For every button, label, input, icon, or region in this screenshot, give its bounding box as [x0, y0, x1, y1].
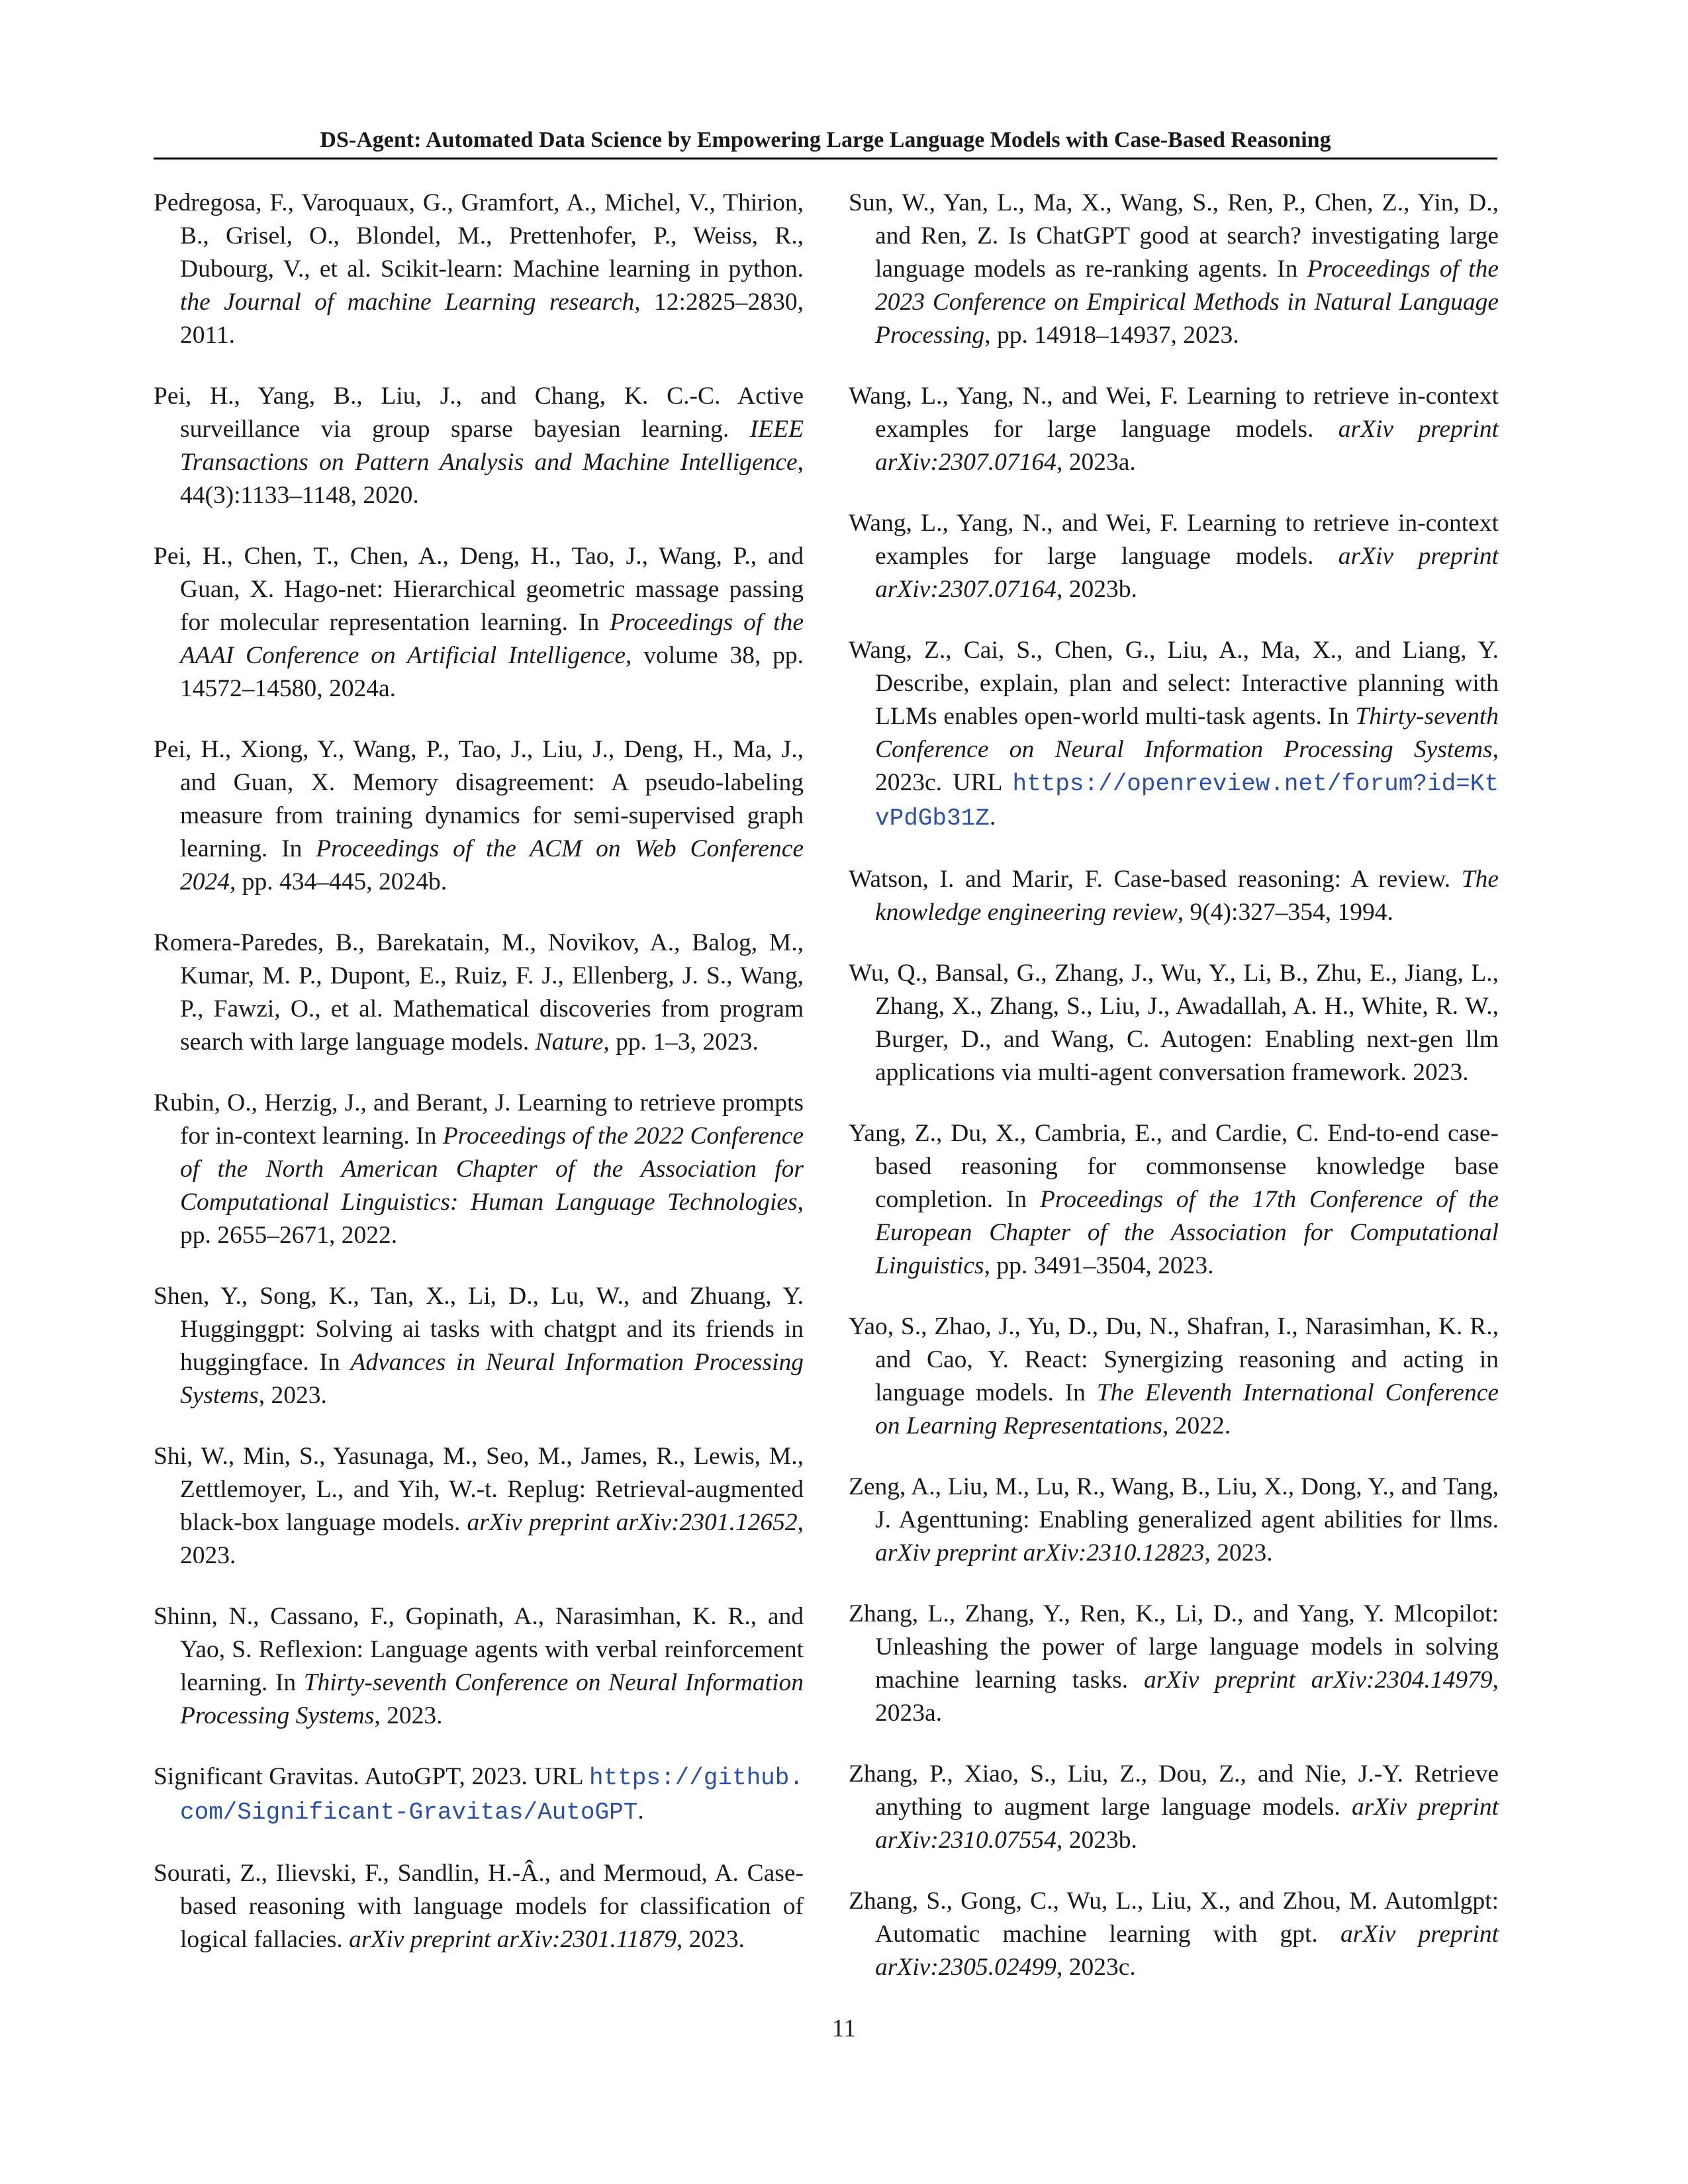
reference-venue: arXiv preprint arXiv:2310.07554 [875, 1794, 1499, 1854]
reference-venue: arXiv preprint arXiv:2307.07164 [875, 416, 1499, 476]
reference-entry [849, 187, 1499, 352]
reference-entry [154, 927, 804, 1059]
reference-text: Shinn, N., Cassano, F., Gopinath, A., Narasimhan, K. R., and Yao, S. Reflexion: Language agents with verbal reinforcement learning. In [154, 1603, 804, 1696]
reference-text: Wang, Z., Cai, S., Chen, G., Liu, A., Ma, X., and Liang, Y. Describe, explain, plan and select: Interactive planning with LLMs enables open-world multi-task agents. In [849, 637, 1499, 730]
reference-text: Shen, Y., Song, K., Tan, X., Li, D., Lu, W., and Zhuang, Y. Hugginggpt: Solving ai tasks with chatgpt and its friends in huggingface. In [154, 1283, 804, 1376]
reference-entry [849, 1310, 1499, 1443]
reference-venue: arXiv preprint arXiv:2310.12823 [875, 1539, 1205, 1567]
reference-venue: arXiv preprint arXiv:2301.11879 [349, 1926, 677, 1953]
reference-details: , pp. 434–445, 2024b. [230, 868, 447, 895]
reference-details: , 2023a. [875, 1666, 1499, 1727]
reference-venue: arXiv preprint arXiv:2304.14979 [1144, 1666, 1493, 1694]
reference-entry [849, 1758, 1499, 1857]
running-header: DS-Agent: Automated Data Science by Empowering Large Language Models with Case-Based Reasoning [320, 128, 1331, 152]
reference-details: , 2022. [1162, 1412, 1231, 1439]
reference-venue: Advances in Neural Information Processing Systems [180, 1349, 804, 1409]
reference-venue: arXiv preprint arXiv:2305.02499 [875, 1921, 1499, 1981]
reference-details: , pp. 2655–2671, 2022. [180, 1189, 804, 1249]
reference-entry [154, 1857, 804, 1956]
header-rule [154, 158, 1497, 159]
reference-entry [154, 540, 804, 705]
reference-entry [154, 1760, 804, 1829]
reference-details: , pp. 3491–3504, 2023. [984, 1252, 1214, 1279]
reference-text: Significant Gravitas. AutoGPT, 2023. URL [154, 1763, 589, 1790]
reference-venue: The Eleventh International Conference on Learning Representations [875, 1379, 1499, 1439]
reference-text: Wang, L., Yang, N., and Wei, F. Learning to retrieve in-context examples for large language models. [849, 510, 1499, 570]
reference-text: Pei, H., Chen, T., Chen, A., Deng, H., Tao, J., Wang, P., and Guan, X. Hago-net: Hierarchical geometric massage passing for molecular representation learning. In [154, 543, 804, 636]
reference-entry [154, 187, 804, 352]
reference-venue: The knowledge engineering review [875, 866, 1499, 926]
reference-details: , volume 38, pp. 14572–14580, 2024a. [180, 642, 804, 702]
reference-entry [154, 1280, 804, 1412]
references-right-column [849, 187, 1499, 2012]
reference-text: Zhang, L., Zhang, Y., Ren, K., Li, D., and Yang, Y. Mlcopilot: Unleashing the power of large language models in solving machine learning tasks. [849, 1600, 1499, 1694]
reference-details: , 44(3):1133–1148, 2020. [180, 449, 804, 509]
reference-details: , 12:2825–2830, 2011. [180, 289, 804, 349]
reference-details: , 2023. [676, 1926, 745, 1953]
reference-end: . [989, 803, 996, 831]
reference-venue: IEEE Transactions on Pattern Analysis and Machine Intelligence [180, 416, 804, 476]
reference-details: , 2023. [258, 1382, 327, 1409]
reference-text: Romera-Paredes, B., Barekatain, M., Novikov, A., Balog, M., Kumar, M. P., Dupont, E., Ruiz, F. J., Ellenberg, J. S., Wang, P., Fawzi, O., et al. Mathematical discoveries from program search with large language models. [154, 929, 804, 1056]
reference-text: Wang, L., Yang, N., and Wei, F. Learning to retrieve in-context examples for large language models. [849, 383, 1499, 443]
reference-venue: Thirty-seventh Conference on Neural Information Processing Systems [180, 1669, 804, 1729]
reference-text: Yang, Z., Du, X., Cambria, E., and Cardie, C. End-to-end case-based reasoning for commonsense knowledge base completion. In [849, 1120, 1499, 1213]
reference-text: Watson, I. and Marir, F. Case-based reasoning: A review. [849, 866, 1462, 893]
reference-venue: Proceedings of the 2022 Conference of the North American Chapter of the Association for Computational Linguistics: Human Language Technologies [180, 1122, 804, 1216]
reference-url-link[interactable]: https://github.com/Significant-Gravitas/AutoGPT [180, 1764, 804, 1826]
reference-text: Pei, H., Xiong, Y., Wang, P., Tao, J., Liu, J., Deng, H., Ma, J., and Guan, X. Memory disagreement: A pseudo-labeling measure from training dynamics for semi-supervised graph learning. In [154, 736, 804, 862]
reference-details: , 2023b. [1056, 576, 1137, 603]
reference-details: , 9(4):327–354, 1994. [1177, 899, 1393, 926]
references-left-column [154, 187, 804, 1984]
reference-details: , 2023. [180, 1509, 804, 1569]
reference-entry [849, 1471, 1499, 1570]
reference-entry [154, 1600, 804, 1733]
reference-entry [154, 380, 804, 512]
reference-url-link[interactable]: https://openreview.net/forum?id=KtvPdGb31Z [875, 770, 1499, 832]
reference-venue: Proceedings of the 17th Conference of the European Chapter of the Association for Computational Linguistics [875, 1186, 1499, 1279]
reference-text: Pedregosa, F., Varoquaux, G., Gramfort, A., Michel, V., Thirion, B., Grisel, O., Blondel, M., Prettenhofer, P., Weiss, R., Dubourg, V., et al. Scikit-learn: Machine learning in python. [154, 189, 804, 283]
reference-text: Shi, W., Min, S., Yasunaga, M., Seo, M., James, R., Lewis, M., Zettlemoyer, L., and Yih, W.-t. Replug: Retrieval-augmented black-box language models. [154, 1443, 804, 1536]
reference-venue: arXiv preprint arXiv:2301.12652 [467, 1509, 798, 1536]
reference-text: Sourati, Z., Ilievski, F., Sandlin, H.-Â., and Mermoud, A. Case-based reasoning with language models for classification of logical fallacies. [154, 1860, 804, 1953]
reference-text: Yao, S., Zhao, J., Yu, D., Du, N., Shafran, I., Narasimhan, K. R., and Cao, Y. React: Synergizing reasoning and acting in language models. In [849, 1313, 1499, 1406]
reference-text: Rubin, O., Herzig, J., and Berant, J. Learning to retrieve prompts for in-context learning. In [154, 1089, 804, 1150]
reference-venue: Thirty-seventh Conference on Neural Information Processing Systems [875, 703, 1499, 763]
reference-details: , pp. 1–3, 2023. [603, 1028, 759, 1056]
reference-venue: Proceedings of the AAAI Conference on Artificial Intelligence [180, 609, 804, 669]
reference-venue: Nature [535, 1028, 604, 1056]
reference-entry [849, 380, 1499, 479]
reference-entry [849, 507, 1499, 606]
reference-entry [849, 863, 1499, 929]
page-number: 11 [831, 2015, 857, 2042]
reference-entry [849, 634, 1499, 835]
reference-text: Zeng, A., Liu, M., Lu, R., Wang, B., Liu, X., Dong, Y., and Tang, J. Agenttuning: Enabling generalized agent abilities for llms. [849, 1473, 1499, 1533]
reference-entry [849, 957, 1499, 1089]
reference-text: Pei, H., Yang, B., Liu, J., and Chang, K. C.-C. Active surveillance via group sparse bayesian learning. [154, 383, 804, 443]
reference-text: Zhang, P., Xiao, S., Liu, Z., Dou, Z., and Nie, J.-Y. Retrieve anything to augment large language models. [849, 1760, 1499, 1821]
reference-entry [849, 1117, 1499, 1283]
reference-entry [154, 733, 804, 899]
reference-details: , 2023b. [1056, 1827, 1137, 1854]
reference-text: Zhang, S., Gong, C., Wu, L., Liu, X., and Zhou, M. Automlgpt: Automatic machine learning with gpt. [849, 1888, 1499, 1948]
reference-details: , 2023c. URL [875, 736, 1499, 796]
reference-venue: Proceedings of the ACM on Web Conference 2024 [180, 835, 804, 895]
reference-entry [849, 1885, 1499, 1984]
reference-text: Wu, Q., Bansal, G., Zhang, J., Wu, Y., Li, B., Zhu, E., Jiang, L., Zhang, X., Zhang, S., Liu, J., Awadallah, A. H., White, R. W., Burger, D., and Wang, C. Autogen: Enabling next-gen llm applications via multi-agent conversation framework. 2023. [849, 960, 1499, 1086]
reference-details: , 2023a. [1056, 449, 1136, 476]
reference-details: , pp. 14918–14937, 2023. [984, 322, 1239, 349]
reference-entry [154, 1087, 804, 1252]
reference-entry [849, 1598, 1499, 1730]
reference-text: Sun, W., Yan, L., Ma, X., Wang, S., Ren, P., Chen, Z., Yin, D., and Ren, Z. Is ChatGPT good at search? investigating large language models as re-ranking agents. In [849, 189, 1499, 283]
reference-venue: arXiv preprint arXiv:2307.07164 [875, 543, 1499, 603]
reference-details: , 2023. [1204, 1539, 1273, 1567]
reference-end: . [637, 1797, 644, 1825]
reference-details: , 2023c. [1056, 1954, 1136, 1981]
reference-venue: the Journal of machine Learning research [180, 289, 635, 316]
reference-details: , 2023. [374, 1702, 443, 1729]
reference-entry [154, 1440, 804, 1572]
reference-venue: Proceedings of the 2023 Conference on Empirical Methods in Natural Language Processing [875, 255, 1499, 349]
